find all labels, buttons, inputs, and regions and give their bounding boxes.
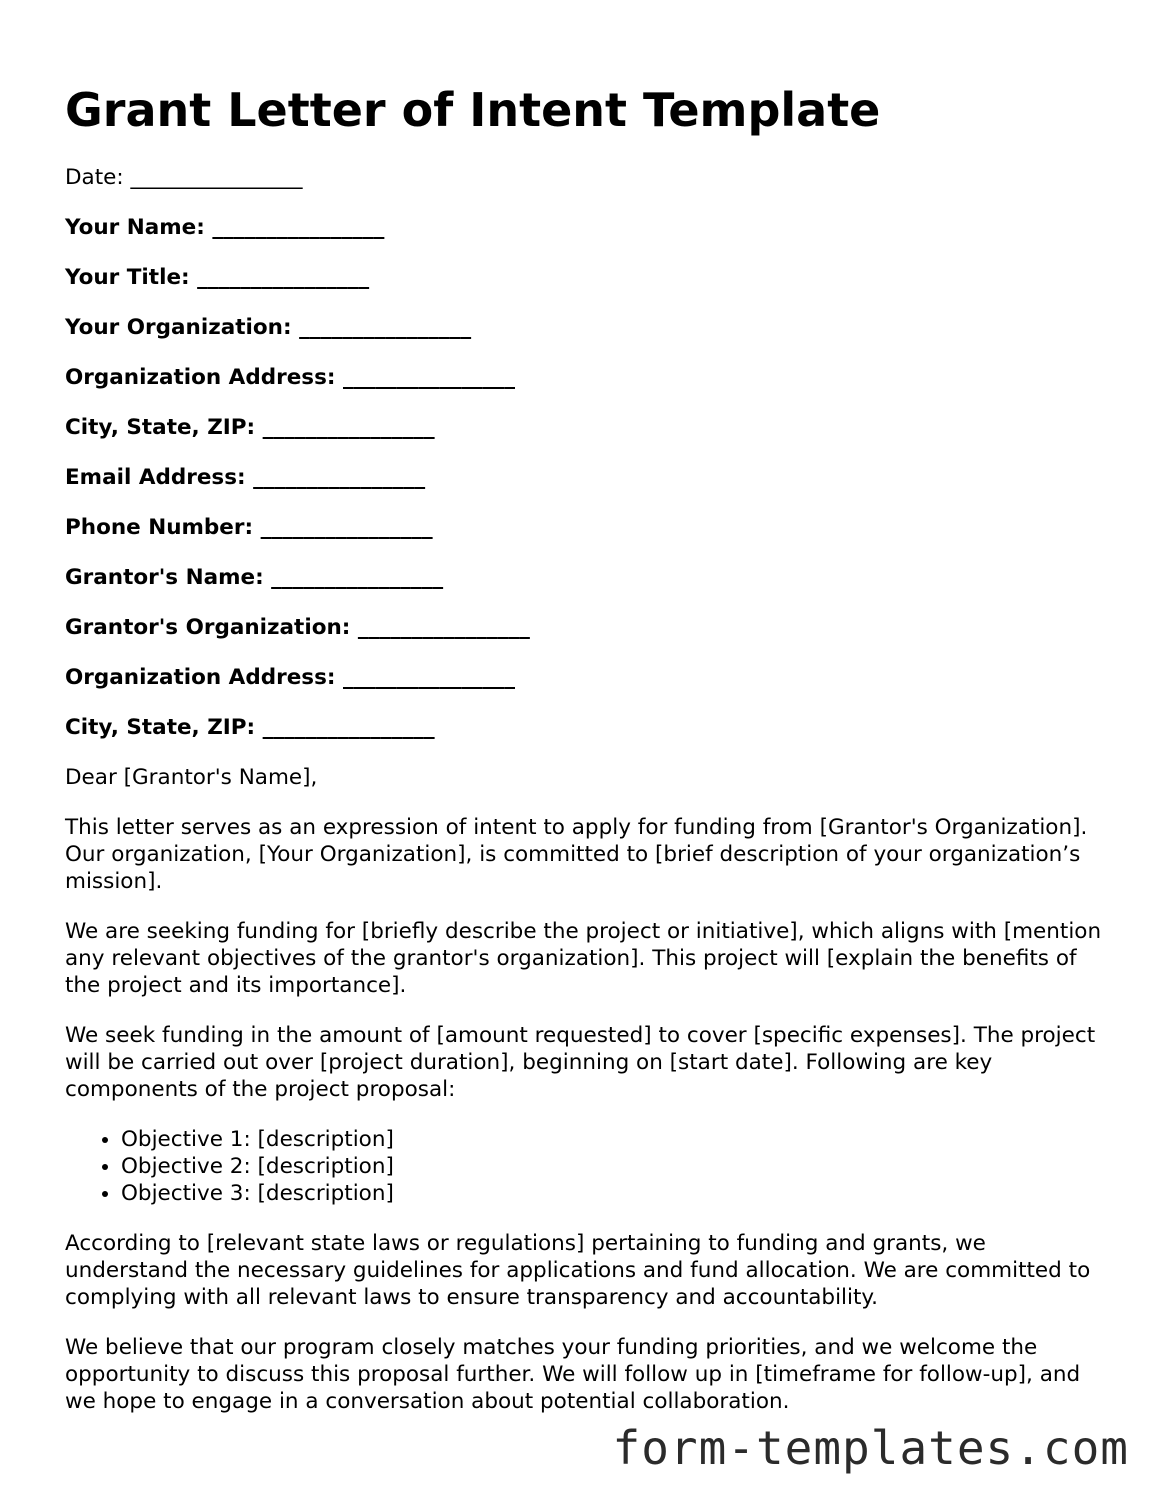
field-blank: ________________ [299, 315, 472, 340]
paragraph-intro: This letter serves as an expression of intent to apply for funding from [Grantor's Organization]. Our organization, [Your Organization], is committed to [brief description of your organization’s mission]. [65, 815, 1088, 894]
field-blank: ________________ [262, 715, 435, 740]
field-city-state-zip [65, 414, 1105, 442]
field-grantor-city-state-zip [65, 714, 1105, 742]
field-grantor-organization [65, 614, 1105, 642]
field-blank: ________________ [271, 565, 444, 590]
field-blank: ________________ [130, 165, 303, 190]
document-title: Grant Letter of Intent Template [65, 83, 881, 137]
paragraph-amount: We seek funding in the amount of [amount requested] to cover [specific expenses]. The project will be carried out over [project duration], beginning on [start date]. Following are key components of the project proposal: [65, 1023, 1096, 1102]
field-email-address [65, 464, 1105, 492]
field-date [65, 164, 1105, 192]
field-your-organization [65, 314, 1105, 342]
field-label: Your Name: [65, 215, 205, 240]
field-label: Grantor's Organization: [65, 615, 351, 640]
field-your-name [65, 214, 1105, 242]
field-label: Grantor's Name: [65, 565, 264, 590]
field-blank: ________________ [342, 665, 515, 690]
document-page [65, 80, 1105, 1415]
paragraph-closing: We believe that our program closely matches your funding priorities, and we welcome the opportunity to discuss this proposal further. We will follow up in [timeframe for follow-up], and we hope to engage in a conversation about potential collaboration. [65, 1335, 1081, 1414]
field-label: Your Organization: [65, 315, 292, 340]
field-your-title [65, 264, 1105, 292]
objectives-list [65, 1126, 1105, 1207]
list-item: • Objective 1: [description] [121, 1126, 1105, 1153]
field-label: Organization Address: [65, 665, 336, 690]
list-item: • Objective 2: [description] [121, 1153, 1105, 1180]
field-label: Organization Address: [65, 365, 336, 390]
field-label: City, State, ZIP: [65, 415, 256, 440]
paragraph-compliance: According to [relevant state laws or regulations] pertaining to funding and grants, we understand the necessary guidelines for applications and fund allocation. We are committed to complying with all relevant laws to ensure transparency and accountability. [65, 1231, 1091, 1310]
field-phone-number [65, 514, 1105, 542]
field-label: Email Address: [65, 465, 246, 490]
field-blank: ________________ [197, 265, 370, 290]
field-label: Date: [65, 165, 124, 190]
salutation: Dear [Grantor's Name], [65, 765, 318, 790]
field-label: Phone Number: [65, 515, 254, 540]
paragraph-project: We are seeking funding for [briefly describe the project or initiative], which aligns with [mention any relevant objectives of the grantor's organization]. This project will [explain the benefits of the project and its importance]. [65, 919, 1102, 998]
field-blank: ________________ [342, 365, 515, 390]
field-organization-address [65, 364, 1105, 392]
field-blank: ________________ [357, 615, 530, 640]
field-label: City, State, ZIP: [65, 715, 256, 740]
list-item: • Objective 3: [description] [121, 1180, 1105, 1207]
field-blank: ________________ [212, 215, 385, 240]
field-grantor-organization-address [65, 664, 1105, 692]
watermark-text: form-templates.com [612, 1421, 1129, 1475]
field-blank: ________________ [260, 515, 433, 540]
field-grantor-name [65, 564, 1105, 592]
field-blank: ________________ [253, 465, 426, 490]
field-blank: ________________ [262, 415, 435, 440]
field-label: Your Title: [65, 265, 190, 290]
